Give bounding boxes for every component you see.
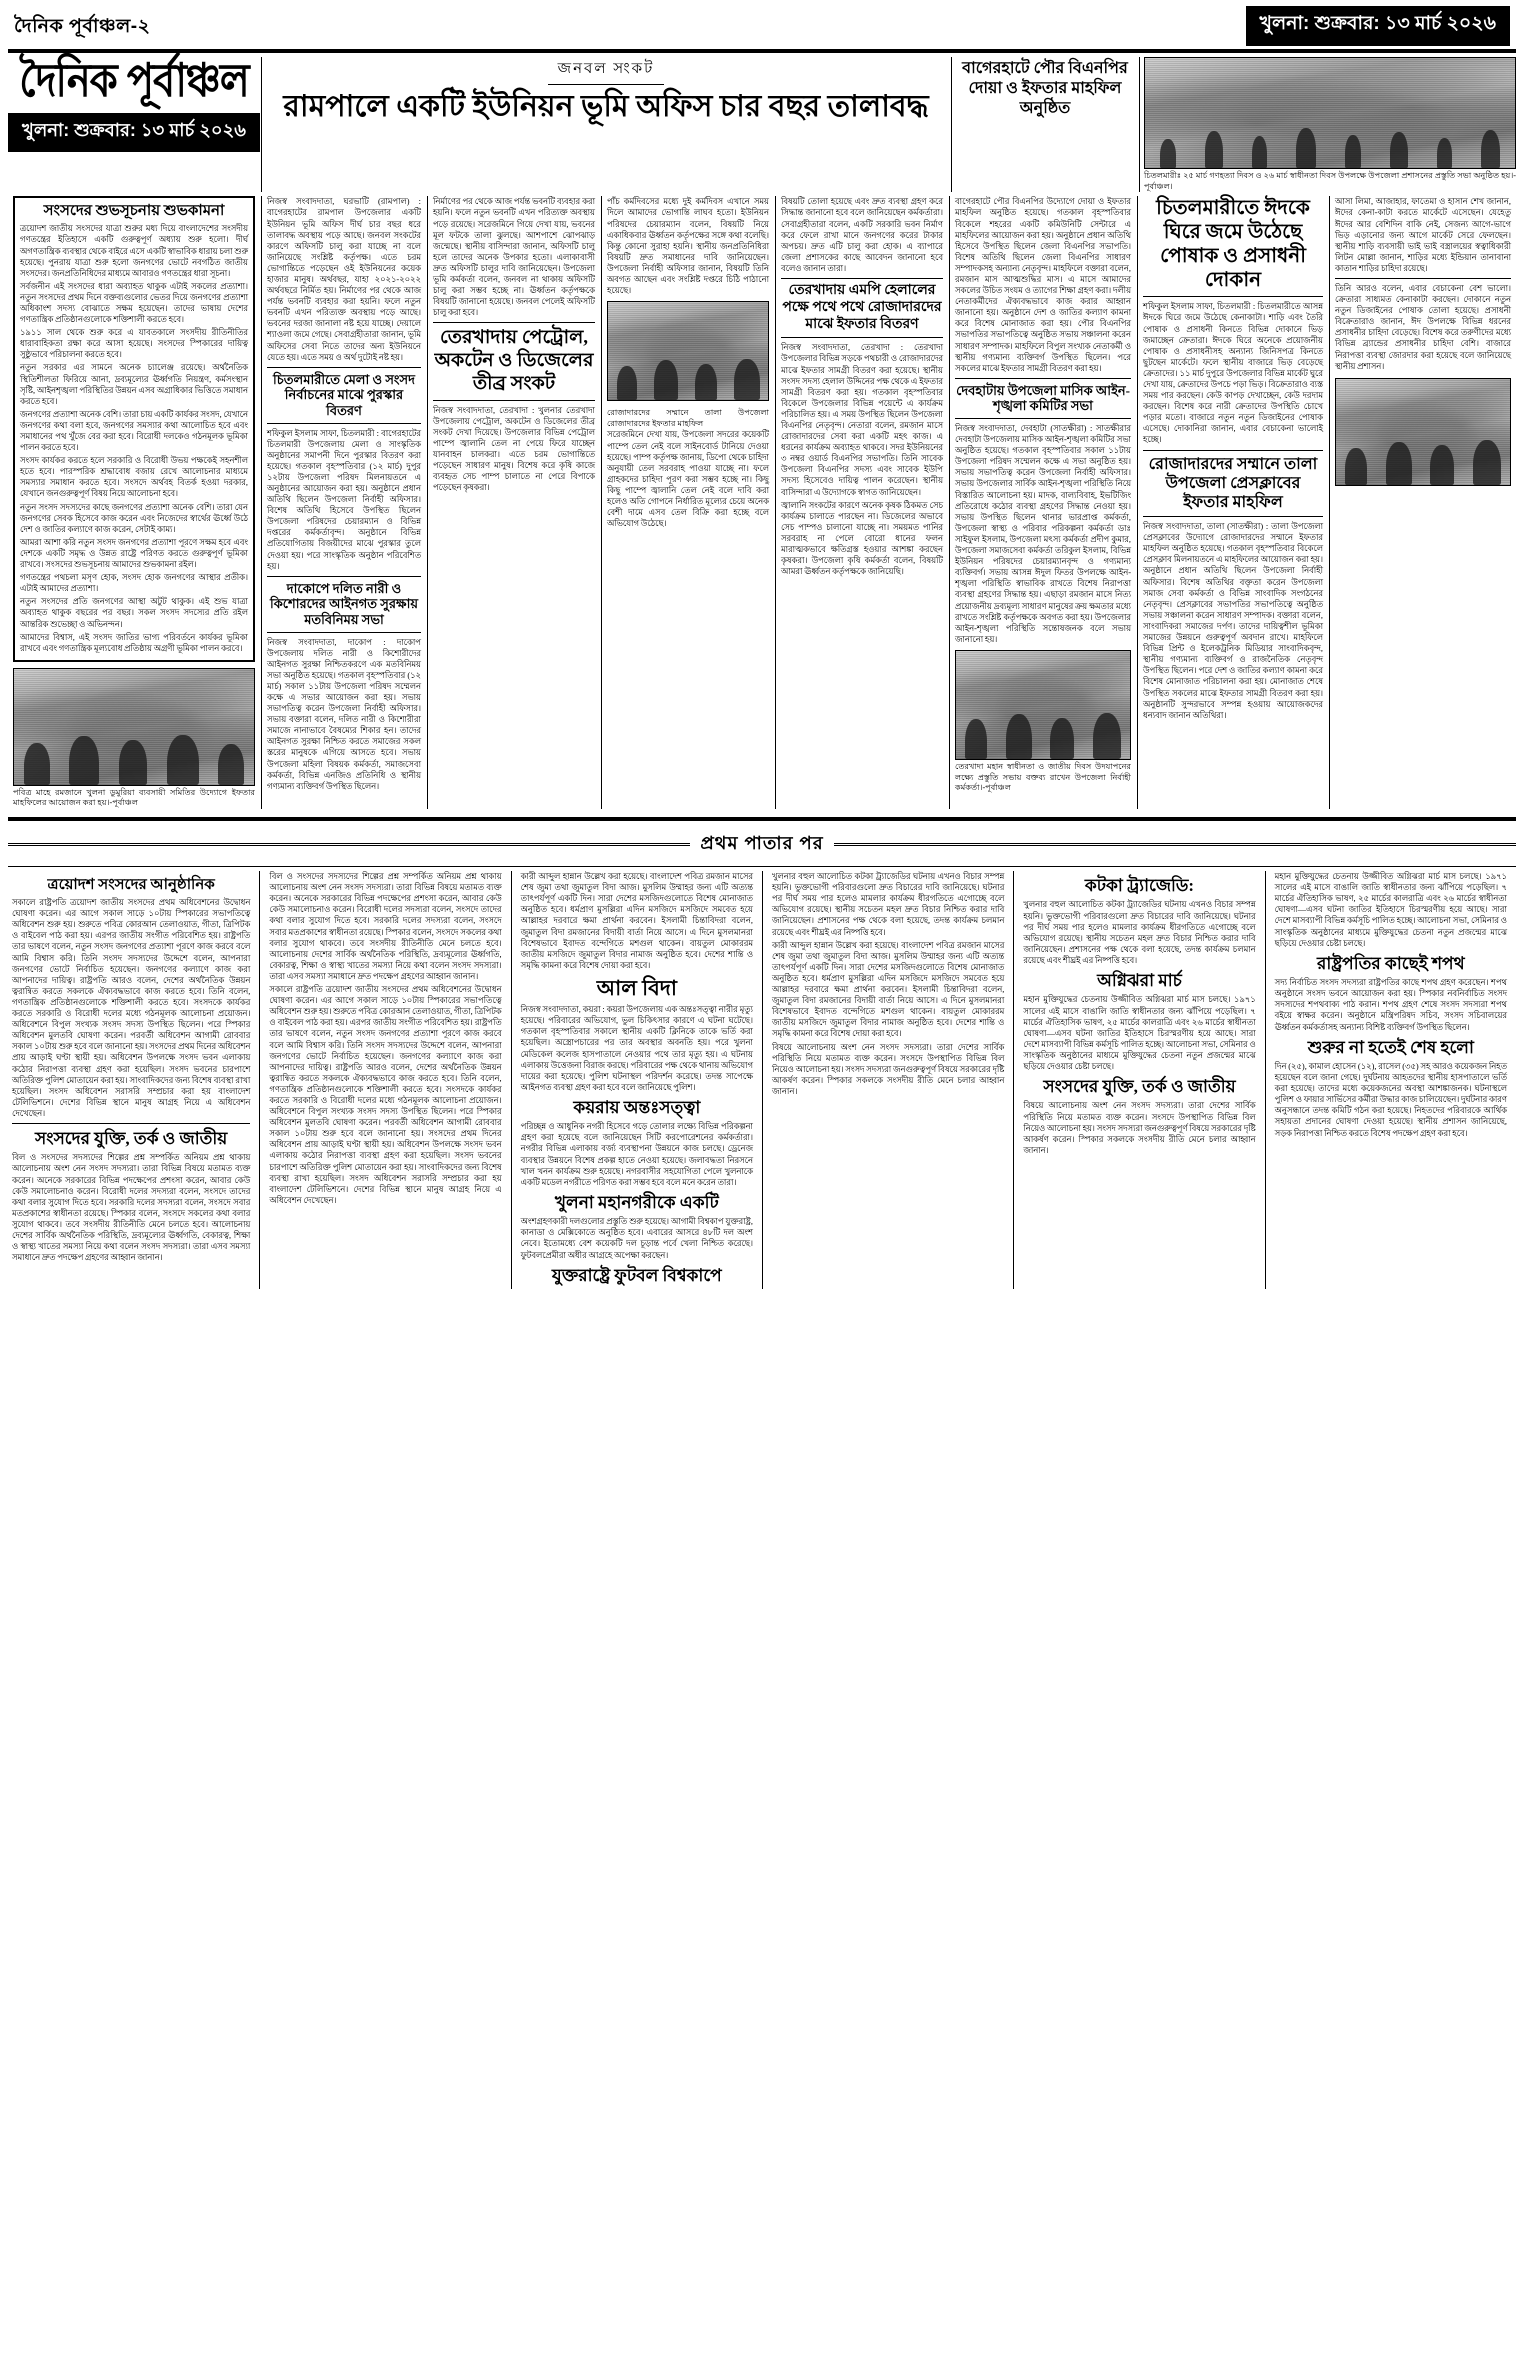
jump-head: ত্রয়োদশ সংসদের আনুষ্ঠানিক (47, 877, 215, 894)
bagerhat-headline: বাগেরহাটে পৌর বিএনপির দোয়া ও ইফতার মাহফিল অনুষ্ঠিত (962, 60, 1128, 117)
jump-col-6 (1265, 871, 1516, 1289)
jump-text: অংশগ্রহণকারী দলগুলোর প্রস্তুতি শুরু হয়েছে। আগামী বিশ্বকাপ যুক্তরাষ্ট্র, কানাডা ও মেক্সিকোতে অনুষ্ঠিত হবে। এবারের আসরে ৪৮টি দল অংশ নেবে। ইতোমধ্যে বেশ কয়েকটি দল চূড়ান্ত পর্বে খেলা নিশ্চিত করেছে। ফুটবলপ্রেমীরা অধীর আগ্রহে অপেক্ষা করছেন। (520, 1217, 753, 1260)
editorial-headline: সংসদের শুভসূচনায় শুভকামনা (43, 203, 225, 220)
editorial-para: আমাদের বিশ্বাস, এই সংসদ জাতির ভাগ্য পরিবর্তনে কার্যকর ভূমিকা রাখবে এবং গণতান্ত্রিক মূল্যবোধ প্রতিষ্ঠায় অগ্রণী ভূমিকা পালন করবে। (20, 632, 248, 653)
terokhada-text: জ্বালানি সংকটের কারণে অনেক কৃষক ঠিকমত সেচ কার্যক্রম চালাতে পারছেন না। ডিজেলের অভাবে সেচ পাম্পও চালানো যাচ্ছে না। সময়মত পানির সরবরাহ না পেলে বোরো ধানের ফলন মারাত্মকভাবে ক্ষতিগ্রস্ত হওয়ার আশঙ্কা করছেন কৃষকরা। উপজেলা কৃষি কর্মকর্তা বলেন, বিষয়টি আমরা ঊর্ধ্বতন কর্তৃপক্ষকে জানিয়েছি। (781, 500, 943, 577)
jump-col-2 (259, 871, 510, 1289)
jump-col-3 (511, 871, 762, 1289)
paper-title: দৈনিক পূর্বাঞ্চল (19, 55, 249, 107)
tala-press-photo (1335, 378, 1511, 486)
chitalmari-photo-caption: চিতলমারীঃ ২৫ মার্চ গণহত্যা দিবস ও ২৬ মার্চ স্বাধীনতা দিবস উপলক্ষে উপজেলা প্রশাসনের প্রস্তুতি সভা অনুষ্ঠিত হয়।-পূর্বাঞ্চল। (1144, 171, 1516, 191)
jump-text: খুলনার বহুল আলোচিত কটকা ট্র্যাজেডির ঘটনায় এখনও বিচার সম্পন্ন হয়নি। ভুক্তভোগী পরিবারগুলো দ্রুত বিচারের দাবি জানিয়েছে। ঘটনার পর দীর্ঘ সময় পার হলেও মামলার কার্যক্রম ধীরগতিতে এগোচ্ছে বলে অভিযোগ রয়েছে। স্থানীয় সচেতন মহল দ্রুত বিচার নিশ্চিত করার দাবি জানিয়েছেন। প্রশাসনের পক্ষ থেকে বলা হয়েছে, তদন্ত কার্যক্রম চলমান রয়েছে এবং শীঘ্রই এর নিষ্পত্তি হবে। (1023, 900, 1256, 965)
jump-text: নিজস্ব সংবাদদাতা, কয়রা : কয়রা উপজেলায় এক অন্তঃসত্ত্বা নারীর মৃত্যু হয়েছে। পরিবারের অভিযোগ, ভুল চিকিৎসার কারণে এ ঘটনা ঘটেছে। গতকাল বৃহস্পতিবার সকালে স্থানীয় একটি ক্লিনিকে তাকে ভর্তি করা হয়েছিল। অস্ত্রোপচারের পর তার অবস্থার অবনতি হয়। পরে খুলনা মেডিকেল কলেজ হাসপাতালে নেওয়ার পথে তার মৃত্যু হয়। এ ঘটনায় এলাকায় উত্তেজনা বিরাজ করছে। পরিবারের পক্ষ থেকে থানায় অভিযোগ দায়ের করা হয়েছে। পুলিশ ঘটনাস্থল পরিদর্শন করেছে। তদন্ত সাপেক্ষে আইনগত ব্যবস্থা গ্রহণ করা হবে বলে জানিয়েছে পুলিশ। (520, 1005, 753, 1092)
top-date-badge: খুলনা: শুক্রবার: ১৩ মার্চ ২০২৬ (1246, 6, 1510, 46)
jump-text: বিল ও সংসদের সদস্যদের শিল্পের প্রশ্ন সম্পর্কিত অনিয়ম প্রশ্ন থাকায় আলোচনায় অংশ নেন সংসদ সদস্যরা। তারা বিভিন্ন বিষয়ে মতামত ব্যক্ত করেন। অনেকে সরকারের বিভিন্ন পদক্ষেপের প্রশংসা করেন, আবার কেউ কেউ সমালোচনাও করেন। বিরোধী দলের সদস্যরা বলেন, সংসদে তাদের কথা বলার সুযোগ দিতে হবে। সরকারি দলের সদস্যরা বলেন, সংসদে সবার মতপ্রকাশের স্বাধীনতা রয়েছে। স্পিকার বলেন, সংসদে সকলের কথা বলার সুযোগ থাকবে। তবে সংসদীয় রীতিনীতি মেনে চলতে হবে। আলোচনায় দেশের সার্বিক অর্থনৈতিক পরিস্থিতি, দ্রব্যমূল্যের ঊর্ধ্বগতি, বেকারত্ব, শিক্ষা ও স্বাস্থ্য খাতের সমস্যা নিয়ে কথা বলেন সংসদ সদস্যরা। তারা এসব সমস্যা সমাধানে দ্রুত পদক্ষেপ গ্রহণের আহ্বান জানান। (12, 1153, 251, 1263)
jump-text: সদ্য নির্বাচিত সংসদ সদস্যরা রাষ্ট্রপতির কাছে শপথ গ্রহণ করেছেন। শপথ অনুষ্ঠানে সংসদ ভবনে আয়োজন করা হয়। স্পিকার নবনির্বাচিত সংসদ সদস্যদের শপথবাক্য পাঠ করান। শপথ গ্রহণ শেষে সংসদ সদস্যরা শপথ বইয়ে স্বাক্ষর করেন। অনুষ্ঠানে মন্ত্রিপরিষদ সচিব, সংসদ সচিবালয়ের ঊর্ধ্বতন কর্মকর্তাসহ অন্যান্য বিশিষ্ট ব্যক্তিবর্গ উপস্থিত ছিলেন। (1274, 978, 1507, 1032)
chitalmari-photo-block (1140, 57, 1520, 192)
jump-head: রাষ্ট্রপতির কাছেই শপথ (1317, 953, 1465, 973)
chitalmari-eid-col-1 (1138, 196, 1328, 809)
jump-text: সকালে রাষ্ট্রপতি ত্রয়োদশ জাতীয় সংসদের প্রথম অধিবেশনের উদ্বোধন ঘোষণা করেন। এর আগে সকাল সাড়ে ১০টায় স্পিকারের সভাপতিত্বে অধিবেশন শুরু হয়। শুরুতে পবিত্র কোরআন তেলাওয়াত, গীতা, ত্রিপিটক ও বাইবেল পাঠ করা হয়। এরপর জাতীয় সংগীত পরিবেশিত হয়। রাষ্ট্রপতি তার ভাষণে বলেন, নতুন সংসদ জনগণের প্রত্যাশা পূরণে কাজ করবে বলে আমি বিশ্বাস করি। তিনি সংসদ সদস্যদের উদ্দেশে বলেন, আপনারা জনগণের ভোটে নির্বাচিত হয়েছেন। জনগণের কল্যাণে কাজ করা আপনাদের দায়িত্ব। রাষ্ট্রপতি আরও বলেন, দেশের অর্থনৈতিক উন্নয়ন ত্বরান্বিত করতে সকলকে ঐক্যবদ্ধভাবে কাজ করতে হবে। তিনি বলেন, গণতান্ত্রিক প্রতিষ্ঠানগুলোকে শক্তিশালী করতে হবে। সংসদকে কার্যকর করতে সরকারি ও বিরোধী দলের মধ্যে গঠনমূলক আলোচনা প্রয়োজন। অধিবেশনে বিপুল সংখ্যক সংসদ সদস্য উপস্থিত ছিলেন। পরে স্পিকার অধিবেশন মুলতবি ঘোষণা করেন। পরবর্তী অধিবেশন আগামী রোববার সকাল ১০টায় শুরু হবে বলে জানানো হয়। সংসদের প্রথম দিনের অধিবেশন প্রায় আড়াই ঘণ্টা স্থায়ী হয়। অধিবেশন উপলক্ষে সংসদ ভবন এলাকায় কঠোর নিরাপত্তা ব্যবস্থা গ্রহণ করা হয়েছিল। সংসদ ভবনের চারপাশে অতিরিক্ত পুলিশ মোতায়েন করা হয়। সাংবাদিকদের জন্য বিশেষ ব্যবস্থা রাখা হয়েছিল। সংসদ অধিবেশন সরাসরি সম্প্রচার করা হয় বাংলাদেশ টেলিভিশনে। দেশের বিভিন্ন স্থানে মানুষ আগ্রহ নিয়ে এ অধিবেশন দেখেছেন। (12, 898, 251, 1118)
chitalmari-eid-text: আসা লিমা, আজাহার, ফাতেমা ও হাসান শেখ জানান, ঈদের কেনা-কাটা করতে মার্কেটে এসেছেন। যেহেতু ঈদের আর বেশিদিন বাকি নেই, সেজন্য আগে-ভাগে ভিড় এড়ানোর জন্য আগে মার্কেট সেরে ফেলছেন। স্থানীয় শাড়ি ব্যবসায়ী ভাই ভাই বস্ত্রালয়ের স্বত্বাধিকারী লিটন মোল্লা জানান, শাড়ির মধ্যে ইন্ডিয়ান তানাবানা কাতান শাড়ির চাহিদা রয়েছে। (1335, 197, 1511, 273)
upper-body-grid (8, 196, 1516, 809)
editorial-para: গণতন্ত্রের পথচলা মসৃণ হোক, সংসদ হোক জনগণের আস্থার প্রতীক। এটাই আমাদের প্রত্যাশা। (20, 573, 248, 594)
lead-col-2 (428, 196, 600, 809)
bagerhat-text: বাগেরহাটে পৌর বিএনপির উদ্যোগে দোয়া ও ইফতার মাহফিল অনুষ্ঠিত হয়েছে। গতকাল বৃহস্পতিবার বিকেলে শহরের একটি কমিউনিটি সেন্টারে এ মাহফিলের আয়োজন করা হয়। অনুষ্ঠানে প্রধান অতিথি হিসেবে উপস্থিত ছিলেন জেলা বিএনপির সভাপতি। বিশেষ অতিথি ছিলেন জেলা বিএনপির সাধারণ সম্পাদকসহ অন্যান্য নেতৃবৃন্দ। মাহফিলে বক্তারা বলেন, রমজান মাস আত্মশুদ্ধির মাস। এ মাসে আমাদের সকলের উচিত সংযম ও ত্যাগের শিক্ষা গ্রহণ করা। দলীয় নেতাকর্মীদের ঐক্যবদ্ধভাবে কাজ করার আহ্বান জানানো হয়। অনুষ্ঠানে দেশ ও জাতির কল্যাণ কামনা করে বিশেষ মোনাজাত করা হয়। পৌর বিএনপির সভাপতির সভাপতিত্বে অনুষ্ঠিত সভায় সঞ্চালনা করেন সাধারণ সম্পাদক। মাহফিলে বিপুল সংখ্যক নেতাকর্মী ও স্থানীয় গণ্যমান্য ব্যক্তিবর্গ উপস্থিত ছিলেন। পরে সকলের মাঝে ইফতার সামগ্রী বিতরণ করা হয়। (955, 197, 1131, 373)
editorial-para: সর্বজনীন এই সংসদের ধারা অব্যাহত থাকুক এটাই সকলের প্রত্যাশা। নতুন সংসদের প্রথম দিনে বক্তব্যগুলোর ভেতর দিয়ে জনগণের প্রত্যাশা অধিকাংশ সদস্য বোঝাতে সক্ষম হয়েছেন। তাদের ভাষায় দেশের গণতান্ত্রিক প্রতিষ্ঠানগুলোকে শক্তিশালী করতে হবে। (20, 281, 248, 325)
jump-text: কারী আব্দুল হান্নান উল্লেখ করা হয়েছে। বাংলাদেশ পবিত্র রমজান মাসের শেষ জুমা তথা জুমাতুল বিদা আজ। মুসলিম উম্মাহর জন্য এটি অত্যন্ত তাৎপর্যপূর্ণ একটি দিন। সারা দেশের মসজিদগুলোতে বিশেষ মোনাজাত অনুষ্ঠিত হবে। ধর্মপ্রাণ মুসল্লিরা এদিন মসজিদে মসজিদে সমবেত হয়ে আল্লাহর দরবারে ক্ষমা প্রার্থনা করবেন। ইসলামী চিন্তাবিদরা বলেন, জুমাতুল বিদা রমজানের বিদায়ী বার্তা নিয়ে আসে। এ দিনে মুসলমানরা বিশেষভাবে ইবাদত বন্দেগিতে মশগুল থাকেন। বায়তুল মোকাররম জাতীয় মসজিদে জুমাতুল বিদার নামাজ অনুষ্ঠিত হবে। দেশের শান্তি ও সমৃদ্ধি কামনা করে বিশেষ দোয়া করা হবে। (520, 872, 753, 970)
page-folio: দৈনিক পূর্বাঞ্চল-২ (14, 16, 151, 37)
editorial-para: নতুন সংসদের প্রতি জনগণের আস্থা অটুট থাকুক। এই শুভ যাত্রা অব্যাহত থাকুক বছরের পর বছর। সকল সংসদ সদস্যের প্রতি রইল আন্তরিক শুভেচ্ছা ও অভিনন্দন। (20, 597, 248, 629)
chitalmari-eid-text: শফিকুল ইসলাম সাফা, চিতলমারী : চিতলমারীতে আসন্ন ঈদকে ঘিরে জমে উঠেছে কেনাকাটা। শাড়ি এবং তৈরি পোষাক ও প্রসাধনী কিনতে বিভিন্ন দোকানে ভিড় জমাচ্ছেন ক্রেতারা। ঈদকে ঘিরে অনেকে প্রয়োজনীয় পোষাক ও প্রসাধনীসহ অন্যান্য জিনিসপত্র কিনতে ছুটছেন মার্কেটে। ফলে স্থানীয় বাজারে ভিড় বেড়েছে ক্রেতাদের। ১১ মার্চ দুপুরে উপজেলার বিভিন্ন মার্কেট ঘুরে দেখা যায়, ক্রেতাদের উপচে পড়া ভিড়। বিক্রেতারাও ব্যস্ত সময় পার করছেন। কেউ কাপড় দেখাচ্ছেন, কেউ দরদাম করছেন। বিশেষ করে নারী ক্রেতাদের উপস্থিতি চোখে পড়ার মতো। বাজারে নতুন নতুন ডিজাইনের পোষাক এসেছে। দোকানিরা জানান, এবার বেচাকেনা ভালোই হচ্ছে। (1143, 302, 1323, 445)
top-rule (8, 49, 1516, 53)
lead-col-3 (602, 196, 774, 809)
jump-text: পরিচ্ছন্ন ও আধুনিক নগরী হিসেবে গড়ে তোলার লক্ষ্যে বিভিন্ন পরিকল্পনা গ্রহণ করা হয়েছে বলে জানিয়েছেন সিটি করপোরেশনের কর্মকর্তারা। নগরীর বিভিন্ন এলাকায় বর্জ্য ব্যবস্থাপনা উন্নয়নে কাজ চলছে। ড্রেনেজ ব্যবস্থার উন্নয়নে বিশেষ প্রকল্প হাতে নেওয়া হয়েছে। জলাবদ্ধতা নিরসনে খাল খনন কার্যক্রম শুরু হয়েছে। নগরবাসীর সহযোগিতা পেলে খুলনাকে একটি মডেল নগরীতে পরিণত করা সম্ভব হবে বলে মনে করেন তারা। (520, 1122, 753, 1187)
jump-col-4 (762, 871, 1013, 1289)
lead-col-1 (262, 196, 426, 809)
lead-text: নির্মাণের পর থেকে আজ পর্যন্ত ভবনটি ব্যবহার করা হয়নি। ফলে নতুন ভবনটি এখন পরিত্যক্ত অবস্থায় পড়ে রয়েছে। সরেজমিনে গিয়ে দেখা যায়, ভবনের মূল ফটকে তালা ঝুলছে। আশপাশে ঝোপঝাড় জন্মেছে। স্থানীয় বাসিন্দারা জানান, অফিসটি চালু হলে তাদের অনেক উপকার হতো। এলাকাবাসী দ্রুত অফিসটি চালুর দাবি জানিয়েছেন। উপজেলা ভূমি কর্মকর্তা বলেন, জনবল না থাকায় অফিসটি চালু করা সম্ভব হচ্ছে না। ঊর্ধ্বতন কর্তৃপক্ষকে বিষয়টি জানানো হয়েছে। জনবল পেলেই অফিসটি চালু করা হবে। (433, 197, 595, 318)
jump-text: দিন (২৫), কামাল হোসেন (১২), রাসেল (৩৫) সহ আরও কয়েকজন নিহত হয়েছেন বলে জানা গেছে। দুর্ঘটনায় আহতদের স্থানীয় হাসপাতালে ভর্তি করা হয়েছে। তাদের মধ্যে কয়েকজনের অবস্থা আশঙ্কাজনক। ঘটনাস্থলে পুলিশ ও ফায়ার সার্ভিসের কর্মীরা উদ্ধার কাজ চালিয়েছেন। দুর্ঘটনার কারণ অনুসন্ধানে তদন্ত কমিটি গঠন করা হয়েছে। নিহতদের পরিবারকে আর্থিক সহায়তা প্রদানের ঘোষণা দেওয়া হয়েছে। স্থানীয় প্রশাসন জানিয়েছে, সড়ক নিরাপত্তা নিশ্চিত করতে বিশেষ পদক্ষেপ গ্রহণ করা হবে। (1274, 1062, 1507, 1138)
jump-head: অগ্নিঝরা মার্চ (1097, 971, 1182, 991)
editorial-para: ত্রয়োদশ জাতীয় সংসদের যাত্রা শুরুর মধ্য দিয়ে বাংলাদেশের সংসদীয় গণতন্ত্রের ইতিহাসে একটি গুরুত্বপূর্ণ অধ্যায় শুরু হলো। দীর্ঘ অগণতান্ত্রিক ব্যবস্থার থেকে বাইরে এসে একটি স্বাভাবিক ধারায় চলা শুরু হয়েছে। পুনরায় যাত্রা শুরু হলো জনগণের ভোটে নবগঠিত জাতীয় সংসদের। জনপ্রতিনিধিদের মাধ্যমে আবারও গণতন্ত্রের ধারা সূচনা। (20, 224, 249, 278)
terokhada-text: সরেজমিনে দেখা যায়, উপজেলা সদরের কয়েকটি পাম্পে তেল নেই বলে সাইনবোর্ড টানিয়ে দেওয়া হয়েছে। পাম্প কর্তৃপক্ষ জানায়, ডিপো থেকে চাহিদা অনুযায়ী তেল সরবরাহ পাওয়া যাচ্ছে না। ফলে গ্রাহকদের চাহিদা পূরণ করা সম্ভব হচ্ছে না। কিছু কিছু পাম্পে জ্বালানি তেল নেই বলে দাবি করা হলেও অতি গোপনে নির্ধারিত মূল্যের চেয়ে অনেক বেশী দামে এসব তেল বিক্রি করা হচ্ছে বলে অভিযোগ উঠেছে। (607, 430, 769, 529)
lead-text: নিজস্ব সংবাদদাতা, ঘরভাটি (রামপাল) : বাগেরহাটের রামপাল উপজেলার একটি ইউনিয়ন ভূমি অফিস দীর্ঘ চার বছর ধরে তালাবদ্ধ অবস্থায় পড়ে আছে। জনবল সংকটের কারণে অফিসটি চালু করা যাচ্ছে না বলে জানিয়েছে সংশ্লিষ্ট কর্তৃপক্ষ। এতে চরম ভোগান্তিতে পড়েছেন ওই ইউনিয়নের কয়েক হাজার মানুষ। অর্থবছর, যাহা ২০২১-২০২২ অর্থবছরে নির্মিত হয়। নির্মাণের পর থেকে আজ পর্যন্ত ভবনটি ব্যবহার করা হয়নি। ফলে নতুন ভবনটি এখন পরিত্যক্ত অবস্থায় পড়ে আছে। ভবনের দরজা জানালা নষ্ট হয়ে যাচ্ছে। দেয়ালে শ্যাওলা জমে গেছে। সেবাগ্রহীতারা জানান, ভূমি অফিসের সেবা নিতে তাদের অন্য ইউনিয়নে যেতে হয়। এতে সময় ও অর্থ দুটোই নষ্ট হয়। (267, 197, 421, 362)
terokhada-meeting-photo (955, 650, 1131, 760)
jump-text: কারী আব্দুল হান্নান উল্লেখ করা হয়েছে। বাংলাদেশ পবিত্র রমজান মাসের শেষ জুমা তথা জুমাতুল বিদা আজ। মুসলিম উম্মাহর জন্য এটি অত্যন্ত তাৎপর্যপূর্ণ একটি দিন। সারা দেশের মসজিদগুলোতে বিশেষ মোনাজাত অনুষ্ঠিত হবে। ধর্মপ্রাণ মুসল্লিরা এদিন মসজিদে মসজিদে সমবেত হয়ে আল্লাহর দরবারে ক্ষমা প্রার্থনা করবেন। ইসলামী চিন্তাবিদরা বলেন, জুমাতুল বিদা রমজানের বিদায়ী বার্তা নিয়ে আসে। এ দিনে মুসলমানরা বিশেষভাবে ইবাদত বন্দেগিতে মশগুল থাকেন। বায়তুল মোকাররম জাতীয় মসজিদে জুমাতুল বিদার নামাজ অনুষ্ঠিত হবে। দেশের শান্তি ও সমৃদ্ধি কামনা করে বিশেষ দোয়া করা হবে। (771, 940, 1005, 1039)
terokhada-headline: তেরখাদায় পেট্রোল, অকটেন ও ডিজেলের তীব্র সংকট (434, 327, 594, 394)
jump-text: বিষয়ে আলোচনায় অংশ নেন সংসদ সদস্যরা। তারা দেশের সার্বিক পরিস্থিতি নিয়ে মতামত ব্যক্ত করেন। সংসদে উপস্থাপিত বিভিন্ন বিল নিয়েও আলোচনা হয়। সংসদ সদস্যরা জনগুরুত্বপূর্ণ বিষয়ে সরকারের দৃষ্টি আকর্ষণ করেন। স্পিকার সকলকে সংসদীয় রীতি মেনে চলার আহ্বান জানান। (771, 1042, 1005, 1096)
editorial-para: নতুন সরকার এর সামনে অনেক চ্যালেঞ্জ রয়েছে। অর্থনৈতিক স্থিতিশীলতা ফিরিয়ে আনা, দ্রব্যমূল্যের ঊর্ধ্বগতি নিয়ন্ত্রণ, কর্মসংস্থান সৃষ্টি, আইনশৃঙ্খলা পরিস্থিতির উন্নয়ন এসব অগ্রাধিকার ভিত্তিতে সমাধান করতে হবে। (20, 363, 248, 406)
jump-col-5 (1013, 871, 1264, 1289)
jump-text: খুলনার বহুল আলোচিত কটকা ট্র্যাজেডির ঘটনায় এখনও বিচার সম্পন্ন হয়নি। ভুক্তভোগী পরিবারগুলো দ্রুত বিচারের দাবি জানিয়েছে। ঘটনার পর দীর্ঘ সময় পার হলেও মামলার কার্যক্রম ধীরগতিতে এগোচ্ছে বলে অভিযোগ রয়েছে। স্থানীয় সচেতন মহল দ্রুত বিচার নিশ্চিত করার দাবি জানিয়েছেন। প্রশাসনের পক্ষ থেকে বলা হয়েছে, তদন্ত কার্যক্রম চলমান রয়েছে এবং শীঘ্রই এর নিষ্পত্তি হবে। (771, 872, 1005, 937)
chitalmari-eid-col-2 (1330, 196, 1516, 809)
editorial-para: আমরা আশা করি নতুন সংসদ জনগণের প্রত্যাশা পূরণে সক্ষম হবে এবং দেশকে একটি সমৃদ্ধ ও উন্নত রাষ্ট্রে পরিণত করতে গুরুত্বপূর্ণ ভূমিকা রাখবে। সংসদের শুভসূচনায় আমাদের শুভকামনা রইল। (20, 537, 248, 570)
masthead-logo (8, 57, 260, 192)
terokhada-photo-caption: তেরখাদা মহান স্বাধীনতা ও জাতীয় দিবস উদযাপনের লক্ষ্যে প্রস্তুতি সভায় বক্তব্য রাখেন উপজেলা নির্বাহী কর্মকর্তা।-পূর্বাঞ্চল (955, 761, 1131, 793)
jump-head: সংসদের যুক্তি, তর্ক ও জাতীয় (1043, 1077, 1236, 1097)
chitalmari-eid-text: তিনি আরও বলেন, এবার বেচাকেনা বেশ ভালো। ক্রেতারা সাধ্যমত কেনাকাটা করছেন। দোকানে নতুন নতুন ডিজাইনের পোষাক তোলা হয়েছে। প্রসাধনী বিক্রেতারাও জানান, ঈদ উপলক্ষে বিভিন্ন ধরনের প্রসাধনীর চাহিদা বেড়েছে। বিশেষ করে তরুণীদের মধ্যে বিভিন্ন ব্র্যান্ডের প্রসাধনীর চাহিদা বেশি। বাজারে নিরাপত্তা ব্যবস্থা জোরদার করা হয়েছে বলে জানিয়েছে স্থানীয় প্রশাসন। (1335, 283, 1511, 371)
editorial-para: জনগণের প্রত্যাশা অনেক বেশি। তারা চায় একটি কার্যকর সংসদ, যেখানে জনগণের কথা বলা হবে, জনগণের সমস্যার কথা আলোচিত হবে এবং সমাধানের পথ খুঁজে বের করা হবে। বিরোধী দলকেও গঠনমূলক ভূমিকা পালন করতে হবে। (20, 409, 248, 453)
iftar-photo-center (607, 301, 769, 401)
tala-press-headline: রোজাদারদের সম্মানে তালা উপজেলা প্রেসক্লাবের ইফতার মাহফিল (1148, 455, 1318, 511)
lead-text: পাঁচ কর্মদিবসের মধ্যে দুই কর্মদিবস এখানে সময় দিলে আমাদের ভোগান্তি লাঘব হতো। ইউনিয়ন পরিষদের চেয়ারম্যান বলেন, বিষয়টি নিয়ে একাধিকবার ঊর্ধ্বতন কর্তৃপক্ষের সঙ্গে কথা বলেছি। কিন্তু কোনো সুরাহা হয়নি। স্থানীয় জনপ্রতিনিধিরা বিষয়টি দ্রুত সমাধানের দাবি জানিয়েছেন। উপজেলা নির্বাহী অফিসার জানান, বিষয়টি তিনি অবগত আছেন এবং সংশ্লিষ্ট দপ্তরে চিঠি পাঠানো হয়েছে। (607, 197, 769, 296)
lead-col-4 (776, 196, 948, 809)
jump-grid (8, 871, 1516, 1289)
editorial-photo (13, 668, 255, 786)
tala-press-text: নিজস্ব সংবাদদাতা, তালা (সাতক্ষীরা) : তালা উপজেলা প্রেসক্লাবের উদ্যোগে রোজাদারদের সম্মানে ইফতার মাহফিল অনুষ্ঠিত হয়েছে। গতকাল বৃহস্পতিবার বিকেলে প্রেসক্লাব মিলনায়তনে এ মাহফিলের আয়োজন করা হয়। অনুষ্ঠানে প্রধান অতিথি ছিলেন উপজেলা নির্বাহী অফিসার। বিশেষ অতিথির বক্তৃতা করেন উপজেলা সমাজ সেবা কর্মকর্তা ও বিভিন্ন সাংবাদিক সংগঠনের নেতৃবৃন্দ। প্রেসক্লাবের সভাপতির সভাপতিত্বে অনুষ্ঠিত সভায় সঞ্চালনা করেন সাধারণ সম্পাদক। বক্তারা বলেন, সাংবাদিকরা সমাজের দর্পণ। তাদের দায়িত্বশীল ভূমিকা সমাজের উন্নয়নে গুরুত্বপূর্ণ অবদান রাখে। মাহফিলে বিভিন্ন প্রিন্ট ও ইলেকট্রনিক মিডিয়ার সাংবাদিকবৃন্দ, স্থানীয় গণ্যমান্য ব্যক্তিবর্গ ও রাজনৈতিক নেতৃবৃন্দ উপস্থিত ছিলেন। পরে দেশ ও জাতির কল্যাণ কামনা করে বিশেষ মোনাজাত পরিচালনা করা হয়। মোনাজাত শেষে উপস্থিত সকলের মাঝে ইফতার সামগ্রী বিতরণ করা হয়। অনুষ্ঠানটি সুন্দরভাবে সম্পন্ন হওয়ায় আয়োজকদের ধন্যবাদ জানান অতিথিরা। (1143, 522, 1323, 720)
dalit-text: নিজস্ব সংবাদদাতা, দাকোপ : দাকোপ উপজেলায় দলিত নারী ও কিশোরীদের আইনগত সুরক্ষা নিশ্চিতকরণে এক মতবিনিময় সভা অনুষ্ঠিত হয়েছে। গতকাল বৃহস্পতিবার (১২ মার্চ) সকাল ১১টায় উপজেলা পরিষদ সম্মেলন কক্ষে এ সভার আয়োজন করা হয়। সভায় সভাপতিত্ব করেন উপজেলা নির্বাহী অফিসার। সভায় বক্তারা বলেন, দলিত নারী ও কিশোরীরা সমাজে নানাভাবে বৈষম্যের শিকার হন। তাদের আইনগত সুরক্ষা নিশ্চিত করতে সমাজের সকল স্তরের মানুষকে এগিয়ে আসতে হবে। সভায় উপজেলা মহিলা বিষয়ক কর্মকর্তা, সমাজসেবা কর্মকর্তা, বিভিন্ন এনজিও প্রতিনিধি ও স্থানীয় গণ্যমান্য ব্যক্তিবর্গ উপস্থিত ছিলেন। (267, 637, 421, 791)
jump-section-banner (8, 829, 1516, 860)
lead-kicker: জনবল সংকট (548, 57, 665, 85)
jump-text: মহান মুক্তিযুদ্ধের চেতনায় উজ্জীবিত অগ্নিঝরা মার্চ মাস চলছে। ১৯৭১ সালের এই মাসে বাঙালি জাতি স্বাধীনতার জন্য ঝাঁপিয়ে পড়েছিল। ৭ মার্চের ঐতিহাসিক ভাষণ, ২৫ মার্চের কালরাত্রি এবং ২৬ মার্চের স্বাধীনতা ঘোষণা—এসব ঘটনা জাতির ইতিহাসে চিরস্মরণীয় হয়ে আছে। সারা দেশে মাসব্যাপী বিভিন্ন কর্মসূচি পালিত হচ্ছে। আলোচনা সভা, সেমিনার ও সাংস্কৃতিক অনুষ্ঠানের মাধ্যমে মুক্তিযুদ্ধের চেতনা নতুন প্রজন্মের মাঝে ছড়িয়ে দেওয়ার চেষ্টা চলছে। (1274, 872, 1507, 948)
chitalmari-mela-text: শফিকুল ইসলাম সাফা, চিতলমারী : বাগেরহাটের চিতলমারী উপজেলায় মেলা ও সাংস্কৃতিক অনুষ্ঠানের সমাপনী দিনে পুরস্কার বিতরণ করা হয়েছে। গতকাল বৃহস্পতিবার (১২ মার্চ) দুপুর ১২টায় উপজেলা পরিষদ মিলনায়তনে এ অনুষ্ঠানের আয়োজন করা হয়। অনুষ্ঠানে প্রধান অতিথি ছিলেন উপজেলা নির্বাহী অফিসার। বিশেষ অতিথি হিসেবে উপস্থিত ছিলেন উপজেলা পরিষদের চেয়ারম্যান ও বিভিন্ন দপ্তরের কর্মকর্তাবৃন্দ। অনুষ্ঠানে বিভিন্ন প্রতিযোগিতায় বিজয়ীদের মাঝে পুরস্কার তুলে দেওয়া হয়। পরে সাংস্কৃতিক অনুষ্ঠান পরিবেশিত হয়। (267, 428, 421, 571)
bagerhat-headline-block (952, 57, 1138, 192)
lead-text: বিষয়টি তোলা হয়েছে এবং দ্রুত ব্যবস্থা গ্রহণ করে সিদ্ধান্ত জানানো হবে বলে জানিয়েছেন কর্মকর্তারা। সেবাগ্রহীতারা বলেন, একটি সরকারি ভবন নির্মাণ করে ফেলে রাখা মানে জনগণের করের টাকার অপচয়। দ্রুত এটি চালু করা হোক। এ ব্যাপারে জেলা প্রশাসকের কাছে আবেদন জানানো হবে বলেও জানান তারা। (781, 197, 943, 273)
jump-text: মহান মুক্তিযুদ্ধের চেতনায় উজ্জীবিত অগ্নিঝরা মার্চ মাস চলছে। ১৯৭১ সালের এই মাসে বাঙালি জাতি স্বাধীনতার জন্য ঝাঁপিয়ে পড়েছিল। ৭ মার্চের ঐতিহাসিক ভাষণ, ২৫ মার্চের কালরাত্রি এবং ২৬ মার্চের স্বাধীনতা ঘোষণা—এসব ঘটনা জাতির ইতিহাসে চিরস্মরণীয় হয়ে আছে। সারা দেশে মাসব্যাপী বিভিন্ন কর্মসূচি পালিত হচ্ছে। আলোচনা সভা, সেমিনার ও সাংস্কৃতিক অনুষ্ঠানের মাধ্যমে মুক্তিযুদ্ধের চেতনা নতুন প্রজন্মের মাঝে ছড়িয়ে দেওয়ার চেষ্টা চলছে। (1023, 995, 1256, 1071)
jump-head: খুলনা মহানগরীকে একটি (554, 1192, 719, 1212)
chitalmari-meeting-photo (1144, 57, 1516, 169)
top-strip (8, 6, 1516, 46)
editorial-column (8, 196, 260, 809)
jump-head: শুরুর না হতেই শেষ হলো (1307, 1037, 1474, 1057)
masthead-row (8, 57, 1516, 192)
bagerhat-body-column (950, 196, 1136, 809)
jump-head: কয়রায় অন্তঃসত্ত্বা (573, 1097, 701, 1117)
dalit-headline: দাকোপে দলিত নারী ও কিশোরদের আইনগত সুরক্ষায় মতবিনিময় সভা (269, 580, 418, 627)
jump-head: আল বিদা (596, 975, 677, 1000)
masthead-date: খুলনা: শুক্রবার: ১৩ মার্চ ২০২৬ (8, 113, 260, 152)
debhata-text: নিজস্ব সংবাদদাতা, দেবহাটা (সাতক্ষীরা) : সাতক্ষীরার দেবহাটা উপজেলায় মাসিক আইন-শৃঙ্খলা কমিটির সভা অনুষ্ঠিত হয়েছে। গতকাল বৃহস্পতিবার সকাল ১১টায় উপজেলা পরিষদ সম্মেলন কক্ষে এ সভা অনুষ্ঠিত হয়। সভায় সভাপতিত্ব করেন উপজেলা নির্বাহী অফিসার। সভায় উপজেলার সার্বিক আইন-শৃঙ্খলা পরিস্থিতি নিয়ে বিস্তারিত আলোচনা হয়। মাদক, বাল্যবিবাহ, ইভটিজিং প্রতিরোধে কঠোর ব্যবস্থা গ্রহণের সিদ্ধান্ত নেওয়া হয়। সভায় উপস্থিত ছিলেন থানার ভারপ্রাপ্ত কর্মকর্তা, উপজেলা স্বাস্থ্য ও পরিবার পরিকল্পনা কর্মকর্তা ডাঃ সাইফুল ইসলাম, উপজেলা মৎস্য কর্মকর্তা প্রদীপ কুমার, উপজেলা সমাজসেবা কর্মকর্তা তরিকুল ইসলাম, বিভিন্ন ইউনিয়ন পরিষদের চেয়ারম্যানবৃন্দ ও গণ্যমান্য ব্যক্তিবর্গ। সভায় আসন্ন ঈদুল ফিতর উপলক্ষে আইন-শৃঙ্খলা পরিস্থিতি স্বাভাবিক রাখতে বিশেষ নিরাপত্তা ব্যবস্থা গ্রহণের সিদ্ধান্ত হয়। এছাড়া রমজান মাসে নিত্য প্রয়োজনীয় দ্রব্যমূল্য সাধারণ মানুষের ক্রয় ক্ষমতার মধ্যে রাখতে সংশ্লিষ্ট কর্তৃপক্ষকে অবগত করা হয়। উপজেলার আইন-শৃঙ্খলা পরিস্থিতি সন্তোষজনক বলে সভায় জানানো হয়। (955, 424, 1131, 644)
editorial-para: ১৯১১ সাল থেকে শুরু করে এ যাবতকালে সংসদীয় রীতিনীতির ধারাবাহিকতা রক্ষা করে আসা হয়েছে। সংসদের স্পিকারের দায়িত্ব সুষ্ঠুভাবে পরিচালনা করতে হবে। (20, 328, 248, 360)
iftar-photo-caption: রোজাদারদের সম্মানে তালা উপজেলা রোজাদারদের ইফতার মাহফিল (607, 408, 769, 428)
jump-text: বিষয়ে আলোচনায় অংশ নেন সংসদ সদস্যরা। তারা দেশের সার্বিক পরিস্থিতি নিয়ে মতামত ব্যক্ত করেন। সংসদে উপস্থাপিত বিভিন্ন বিল নিয়েও আলোচনা হয়। সংসদ সদস্যরা জনগুরুত্বপূর্ণ বিষয়ে সরকারের দৃষ্টি আকর্ষণ করেন। স্পিকার সকলকে সংসদীয় রীতি মেনে চলার আহ্বান জানান। (1023, 1101, 1256, 1155)
editorial-para: সংসদ কার্যকর করতে হলে সরকারি ও বিরোধী উভয় পক্ষকেই সহনশীল হতে হবে। পারস্পরিক শ্রদ্ধাবোধ বজায় রেখে আলোচনার মাধ্যমে সমস্যার সমাধান করতে হবে। সংসদে অর্থবহ বিতর্ক হওয়া দরকার, যেখানে জনগুরুত্বপূর্ণ বিষয় নিয়ে আলোচনা হবে। (20, 456, 248, 499)
lead-headline-block (262, 57, 950, 192)
debhata-headline: দেবহাটায় উপজেলা মাসিক আইন-শৃঙ্খলা কমিটির সভা (956, 382, 1130, 414)
jump-col-1 (8, 871, 259, 1289)
editorial-photo-caption: পবিত্র মাহে রমজানে খুলনা ডুমুরিয়া ব্যবসায়ী সমিতির উদ্যোগে ইফতার মাহফিলের আয়োজন করা হয়।-পূর্বাঞ্চল (13, 787, 255, 808)
jump-head: কটকা ট্র্যাজেডি: (1084, 876, 1195, 896)
empi-iftar-headline: তেরখাদায় এমপি হেলালের পক্ষে পথে পথে রোজাদারদের মাঝে ইফতার বিতরণ (782, 282, 942, 332)
editorial-para: নতুন সংসদ সদস্যদের কাছে জনগণের প্রত্যাশা অনেক বেশি। তারা যেন জনগণের সেবক হিসেবে কাজ করেন এবং নিজেদের স্বার্থের ঊর্ধ্বে উঠে দেশ ও জাতির কল্যাণে কাজ করেন, সেটাই কাম্য। (20, 502, 248, 534)
jump-head: সংসদের যুক্তি, তর্ক ও জাতীয় (35, 1128, 228, 1148)
jump-text: বিল ও সংসদের সদস্যদের শিল্পের প্রশ্ন সম্পর্কিত অনিয়ম প্রশ্ন থাকায় আলোচনায় অংশ নেন সংসদ সদস্যরা। তারা বিভিন্ন বিষয়ে মতামত ব্যক্ত করেন। অনেকে সরকারের বিভিন্ন পদক্ষেপের প্রশংসা করেন, আবার কেউ কেউ সমালোচনাও করেন। বিরোধী দলের সদস্যরা বলেন, সংসদে তাদের কথা বলার সুযোগ দিতে হবে। সরকারি দলের সদস্যরা বলেন, সংসদে সবার মতপ্রকাশের স্বাধীনতা রয়েছে। স্পিকার বলেন, সংসদে সকলের কথা বলার সুযোগ থাকবে। তবে সংসদীয় রীতিনীতি মেনে চলতে হবে। আলোচনায় দেশের সার্বিক অর্থনৈতিক পরিস্থিতি, দ্রব্যমূল্যের ঊর্ধ্বগতি, বেকারত্ব, শিক্ষা ও স্বাস্থ্য খাতের সমস্যা নিয়ে কথা বলেন সংসদ সদস্যরা। তারা এসব সমস্যা সমাধানে দ্রুত পদক্ষেপ গ্রহণের আহ্বান জানান। (269, 872, 502, 981)
terokhada-text: নিজস্ব সংবাদদাতা, তেরখাদা : খুলনার তেরখাদা উপজেলায় পেট্রোল, অকটেন ও ডিজেলের তীব্র সংকট দেখা দিয়েছে। উপজেলার বিভিন্ন পেট্রোল পাম্পে জ্বালানি তেল না পেয়ে ফিরে যাচ্ছেন যানবাহন চালকরা। এতে চরম ভোগান্তিতে পড়েছেন সাধারণ মানুষ। বিশেষ করে কৃষি কাজে ব্যবহৃত সেচ পাম্প চালাতে না পেরে বিপাকে পড়েছেন কৃষকরা। (433, 405, 595, 493)
lead-headline: রামপালে একটি ইউনিয়ন ভূমি অফিস চার বছর তালাবদ্ধ (283, 90, 929, 123)
jump-head: যুক্তরাষ্ট্রে ফুটবল বিশ্বকাপে (551, 1265, 722, 1285)
jump-text: সকালে রাষ্ট্রপতি ত্রয়োদশ জাতীয় সংসদের প্রথম অধিবেশনের উদ্বোধন ঘোষণা করেন। এর আগে সকাল সাড়ে ১০টায় স্পিকারের সভাপতিত্বে অধিবেশন শুরু হয়। শুরুতে পবিত্র কোরআন তেলাওয়াত, গীতা, ত্রিপিটক ও বাইবেল পাঠ করা হয়। এরপর জাতীয় সংগীত পরিবেশিত হয়। রাষ্ট্রপতি তার ভাষণে বলেন, নতুন সংসদ জনগণের প্রত্যাশা পূরণে কাজ করবে বলে আমি বিশ্বাস করি। তিনি সংসদ সদস্যদের উদ্দেশে বলেন, আপনারা জনগণের ভোটে নির্বাচিত হয়েছেন। জনগণের কল্যাণে কাজ করা আপনাদের দায়িত্ব। রাষ্ট্রপতি আরও বলেন, দেশের অর্থনৈতিক উন্নয়ন ত্বরান্বিত করতে সকলকে ঐক্যবদ্ধভাবে কাজ করতে হবে। তিনি বলেন, গণতান্ত্রিক প্রতিষ্ঠানগুলোকে শক্তিশালী করতে হবে। সংসদকে কার্যকর করতে সরকারি ও বিরোধী দলের মধ্যে গঠনমূলক আলোচনা প্রয়োজন। অধিবেশনে বিপুল সংখ্যক সংসদ সদস্য উপস্থিত ছিলেন। পরে স্পিকার অধিবেশন মুলতবি ঘোষণা করেন। পরবর্তী অধিবেশন আগামী রোববার সকাল ১০টায় শুরু হবে বলে জানানো হয়। সংসদের প্রথম দিনের অধিবেশন প্রায় আড়াই ঘণ্টা স্থায়ী হয়। অধিবেশন উপলক্ষে সংসদ ভবন এলাকায় কঠোর নিরাপত্তা ব্যবস্থা গ্রহণ করা হয়েছিল। সংসদ ভবনের চারপাশে অতিরিক্ত পুলিশ মোতায়েন করা হয়। সাংবাদিকদের জন্য বিশেষ ব্যবস্থা রাখা হয়েছিল। সংসদ অধিবেশন সরাসরি সম্প্রচার করা হয় বাংলাদেশ টেলিভিশনে। দেশের বিভিন্ন স্থানে মানুষ আগ্রহ নিয়ে এ অধিবেশন দেখেছেন। (269, 985, 502, 1205)
chitalmari-mela-headline: চিতলমারীতে মেলা ও সংসদ নির্বাচনের মাঝে পুরস্কার বিতরণ (273, 371, 415, 418)
jump-banner-label: প্রথম পাতার পর (700, 833, 824, 854)
empi-iftar-text: নিজস্ব সংবাদদাতা, তেরখাদা : তেরখাদা উপজেলার বিভিন্ন সড়কে পথচারী ও রোজাদারদের মাঝে ইফতার সামগ্রী বিতরণ করা হয়েছে। স্থানীয় সংসদ সদস্য হেলাল উদ্দিনের পক্ষ থেকে এ ইফতার সামগ্রী বিতরণ করা হয়। গতকাল বৃহস্পতিবার বিকেলে উপজেলার বিভিন্ন পয়েন্টে এ কার্যক্রম পরিচালিত হয়। এ সময় উপস্থিত ছিলেন উপজেলা বিএনপির নেতৃবৃন্দ। নেতারা বলেন, রমজান মাসে রোজাদারদের সেবা করা একটি মহৎ কাজ। এ ধরনের কার্যক্রম অব্যাহত থাকবে। সদর ইউনিয়নের ৩ নম্বর ওয়ার্ড বিএনপির সভাপতি। তিনি সাবেক উপজেলা বিএনপির সদস্য এবং সাবেক ইউপি সদস্য হিসেবেও দায়িত্ব পালন করেছেন। স্থানীয় বাসিন্দারা এ উদ্যোগকে স্বাগত জানিয়েছেন। (781, 343, 943, 497)
chitalmari-eid-headline: চিতলমারীতে ঈদকে ঘিরে জমে উঠেছে পোষাক ও প্রসাধনী দোকান (1156, 197, 1310, 292)
